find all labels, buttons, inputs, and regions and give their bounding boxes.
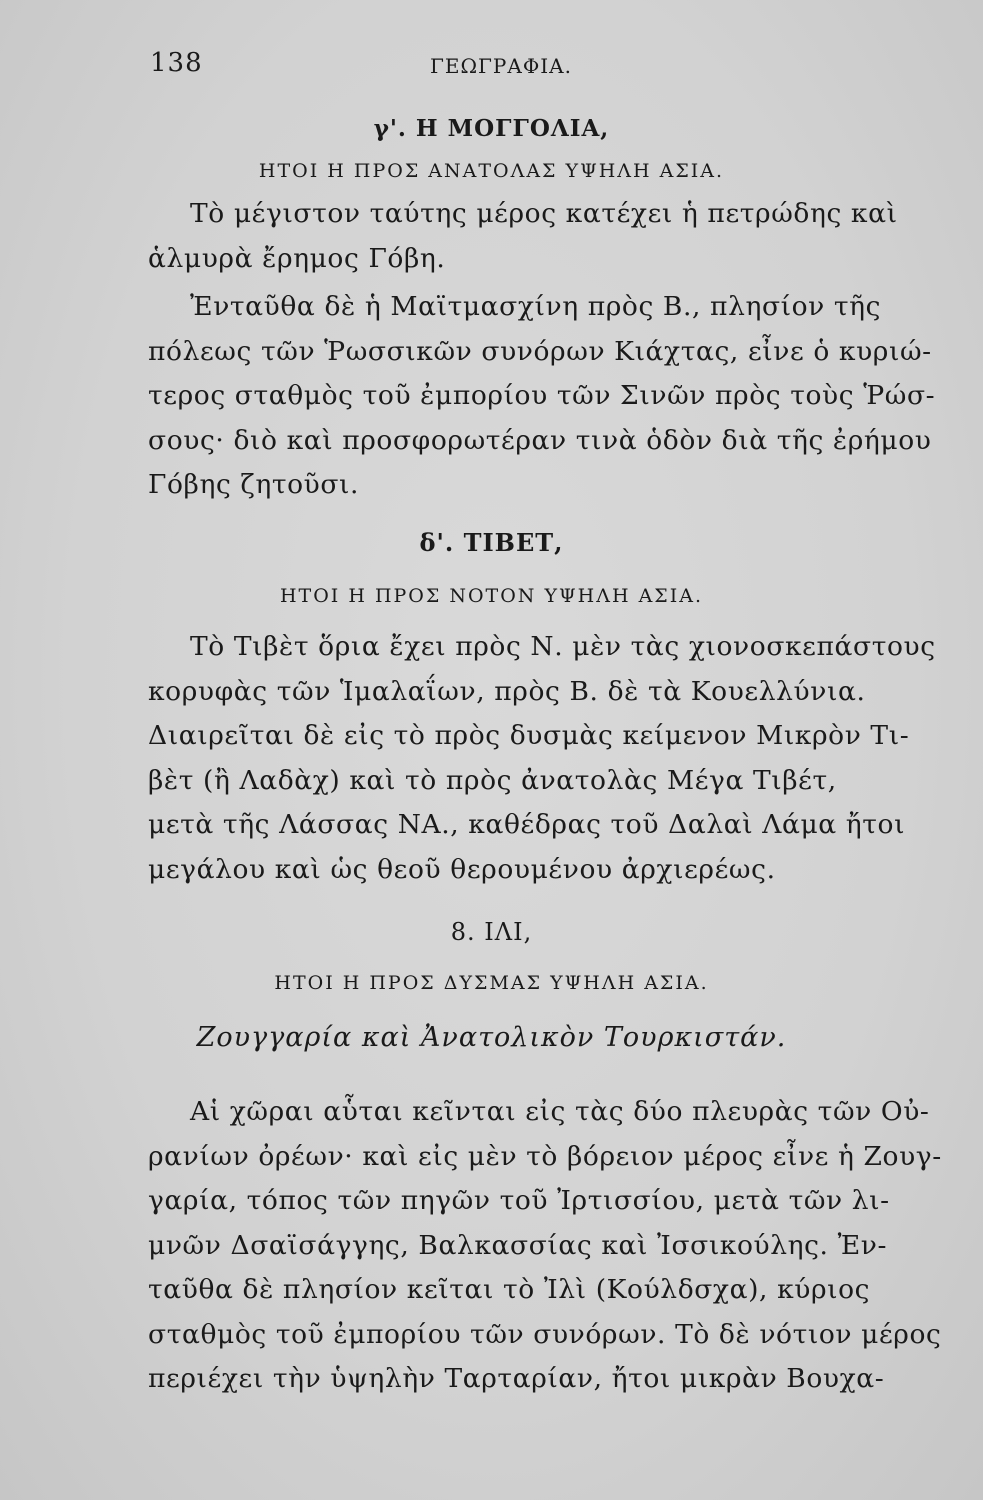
text-line: σταθμὸς τοῦ ἐμπορίου τῶν συνόρων. Τὸ δὲ νότιον μέρος xyxy=(148,1318,942,1350)
page-number: 138 xyxy=(150,48,203,78)
section-subheading-ili: ΗΤΟΙ Η ΠΡΟΣ ΔΥΣΜΑΣ ΥΨΗΛΗ ΑΣΙΑ. xyxy=(274,972,709,994)
section-heading-mongolia: γ'. Η ΜΟΓΓΟΛΙΑ, xyxy=(373,115,610,142)
section-subtitle-ili: Ζουγγαρία καὶ Ἀνατολικὸν Τουρκιστάν. xyxy=(196,1022,787,1053)
text-line: περιέχει τὴν ὑψηλὴν Ταρταρίαν, ἤτοι μικρὰν Βουχα- xyxy=(148,1363,885,1394)
page-header xyxy=(150,48,770,88)
section-subheading-tibet: ΗΤΟΙ Η ΠΡΟΣ ΝΟΤΟΝ ΥΨΗΛΗ ΑΣΙΑ. xyxy=(279,585,704,607)
paragraph-mongolia-2 xyxy=(148,285,936,508)
running-head: ΓΕΩΓΡΑΦΙΑ. xyxy=(430,54,572,78)
text-line: Τὸ Τιβὲτ ὅρια ἔχει πρὸς Ν. μὲν τὰς χιονοσκεπάστους xyxy=(190,631,936,662)
text-line: βὲτ (ἢ Λαδὰχ) καὶ τὸ πρὸς ἀνατολὰς Μέγα Τιβέτ, xyxy=(148,764,837,796)
text-line: Τὸ μέγιστον ταύτης μέρος κατέχει ἡ πετρώδης καὶ xyxy=(190,198,898,229)
section-heading-tibet: δ'. ΤΙΒΕΤ, xyxy=(419,528,564,557)
text-line: Ἐνταῦθα δὲ ἡ Μαϊτμασχίνη πρὸς Β., πλησίον τῆς xyxy=(190,291,882,322)
text-line: πόλεως τῶν Ῥωσσικῶν συνόρων Κιάχτας, εἶνε ὁ κυριώ- xyxy=(148,335,932,367)
text-line: Γόβης ζητοῦσι. xyxy=(148,469,360,500)
text-line: ἁλμυρὰ ἔρημος Γόβη. xyxy=(148,242,446,274)
text-line: ταῦθα δὲ πλησίον κεῖται τὸ Ἰλὶ (Κούλδσχα), κύριος xyxy=(148,1274,871,1305)
text-line: Διαιρεῖται δὲ εἰς τὸ πρὸς δυσμὰς κείμενον Μικρὸν Τι- xyxy=(148,720,910,751)
text-line: μεγάλου καὶ ὡς θεοῦ θερουμένου ἀρχιερέως. xyxy=(148,853,776,885)
text-line: ρανίων ὀρέων· καὶ εἰς μὲν τὸ βόρειον μέρος εἶνε ἡ Ζουγ- xyxy=(148,1140,942,1172)
text-line: Αἱ χῶραι αὗται κεῖνται εἰς τὰς δύο πλευρὰς τῶν Οὐ- xyxy=(190,1096,930,1127)
paragraph-tibet xyxy=(148,625,936,892)
text-line: μετὰ τῆς Λάσσας ΝΑ., καθέδρας τοῦ Δαλαὶ Λάμα ἤτοι xyxy=(148,809,906,840)
text-line: σους· διὸ καὶ προσφορωτέραν τινὰ ὁδὸν διὰ τῆς ἐρήμου xyxy=(148,424,932,456)
text-line: μνῶν Δσαϊσάγγης, Βαλκασσίας καὶ Ἰσσικούλης. Ἐν- xyxy=(148,1229,888,1261)
section-subheading-mongolia: ΗΤΟΙ Η ΠΡΟΣ ΑΝΑΤΟΛΑΣ ΥΨΗΛΗ ΑΣΙΑ. xyxy=(258,160,725,182)
text-line: γαρία, τόπος τῶν πηγῶν τοῦ Ἰρτισσίου, μετὰ τῶν λι- xyxy=(148,1185,890,1216)
paragraph-ili xyxy=(148,1090,942,1402)
section-heading-ili: 8. ΙΛΙ, xyxy=(450,918,533,946)
text-line: κορυφὰς τῶν Ἱμαλαΐων, πρὸς Β. δὲ τὰ Κουελλύνια. xyxy=(148,675,866,707)
paragraph-mongolia-1 xyxy=(148,192,908,281)
text-line: τερος σταθμὸς τοῦ ἐμπορίου τῶν Σινῶν πρὸς τοὺς Ῥώσ- xyxy=(148,380,936,411)
